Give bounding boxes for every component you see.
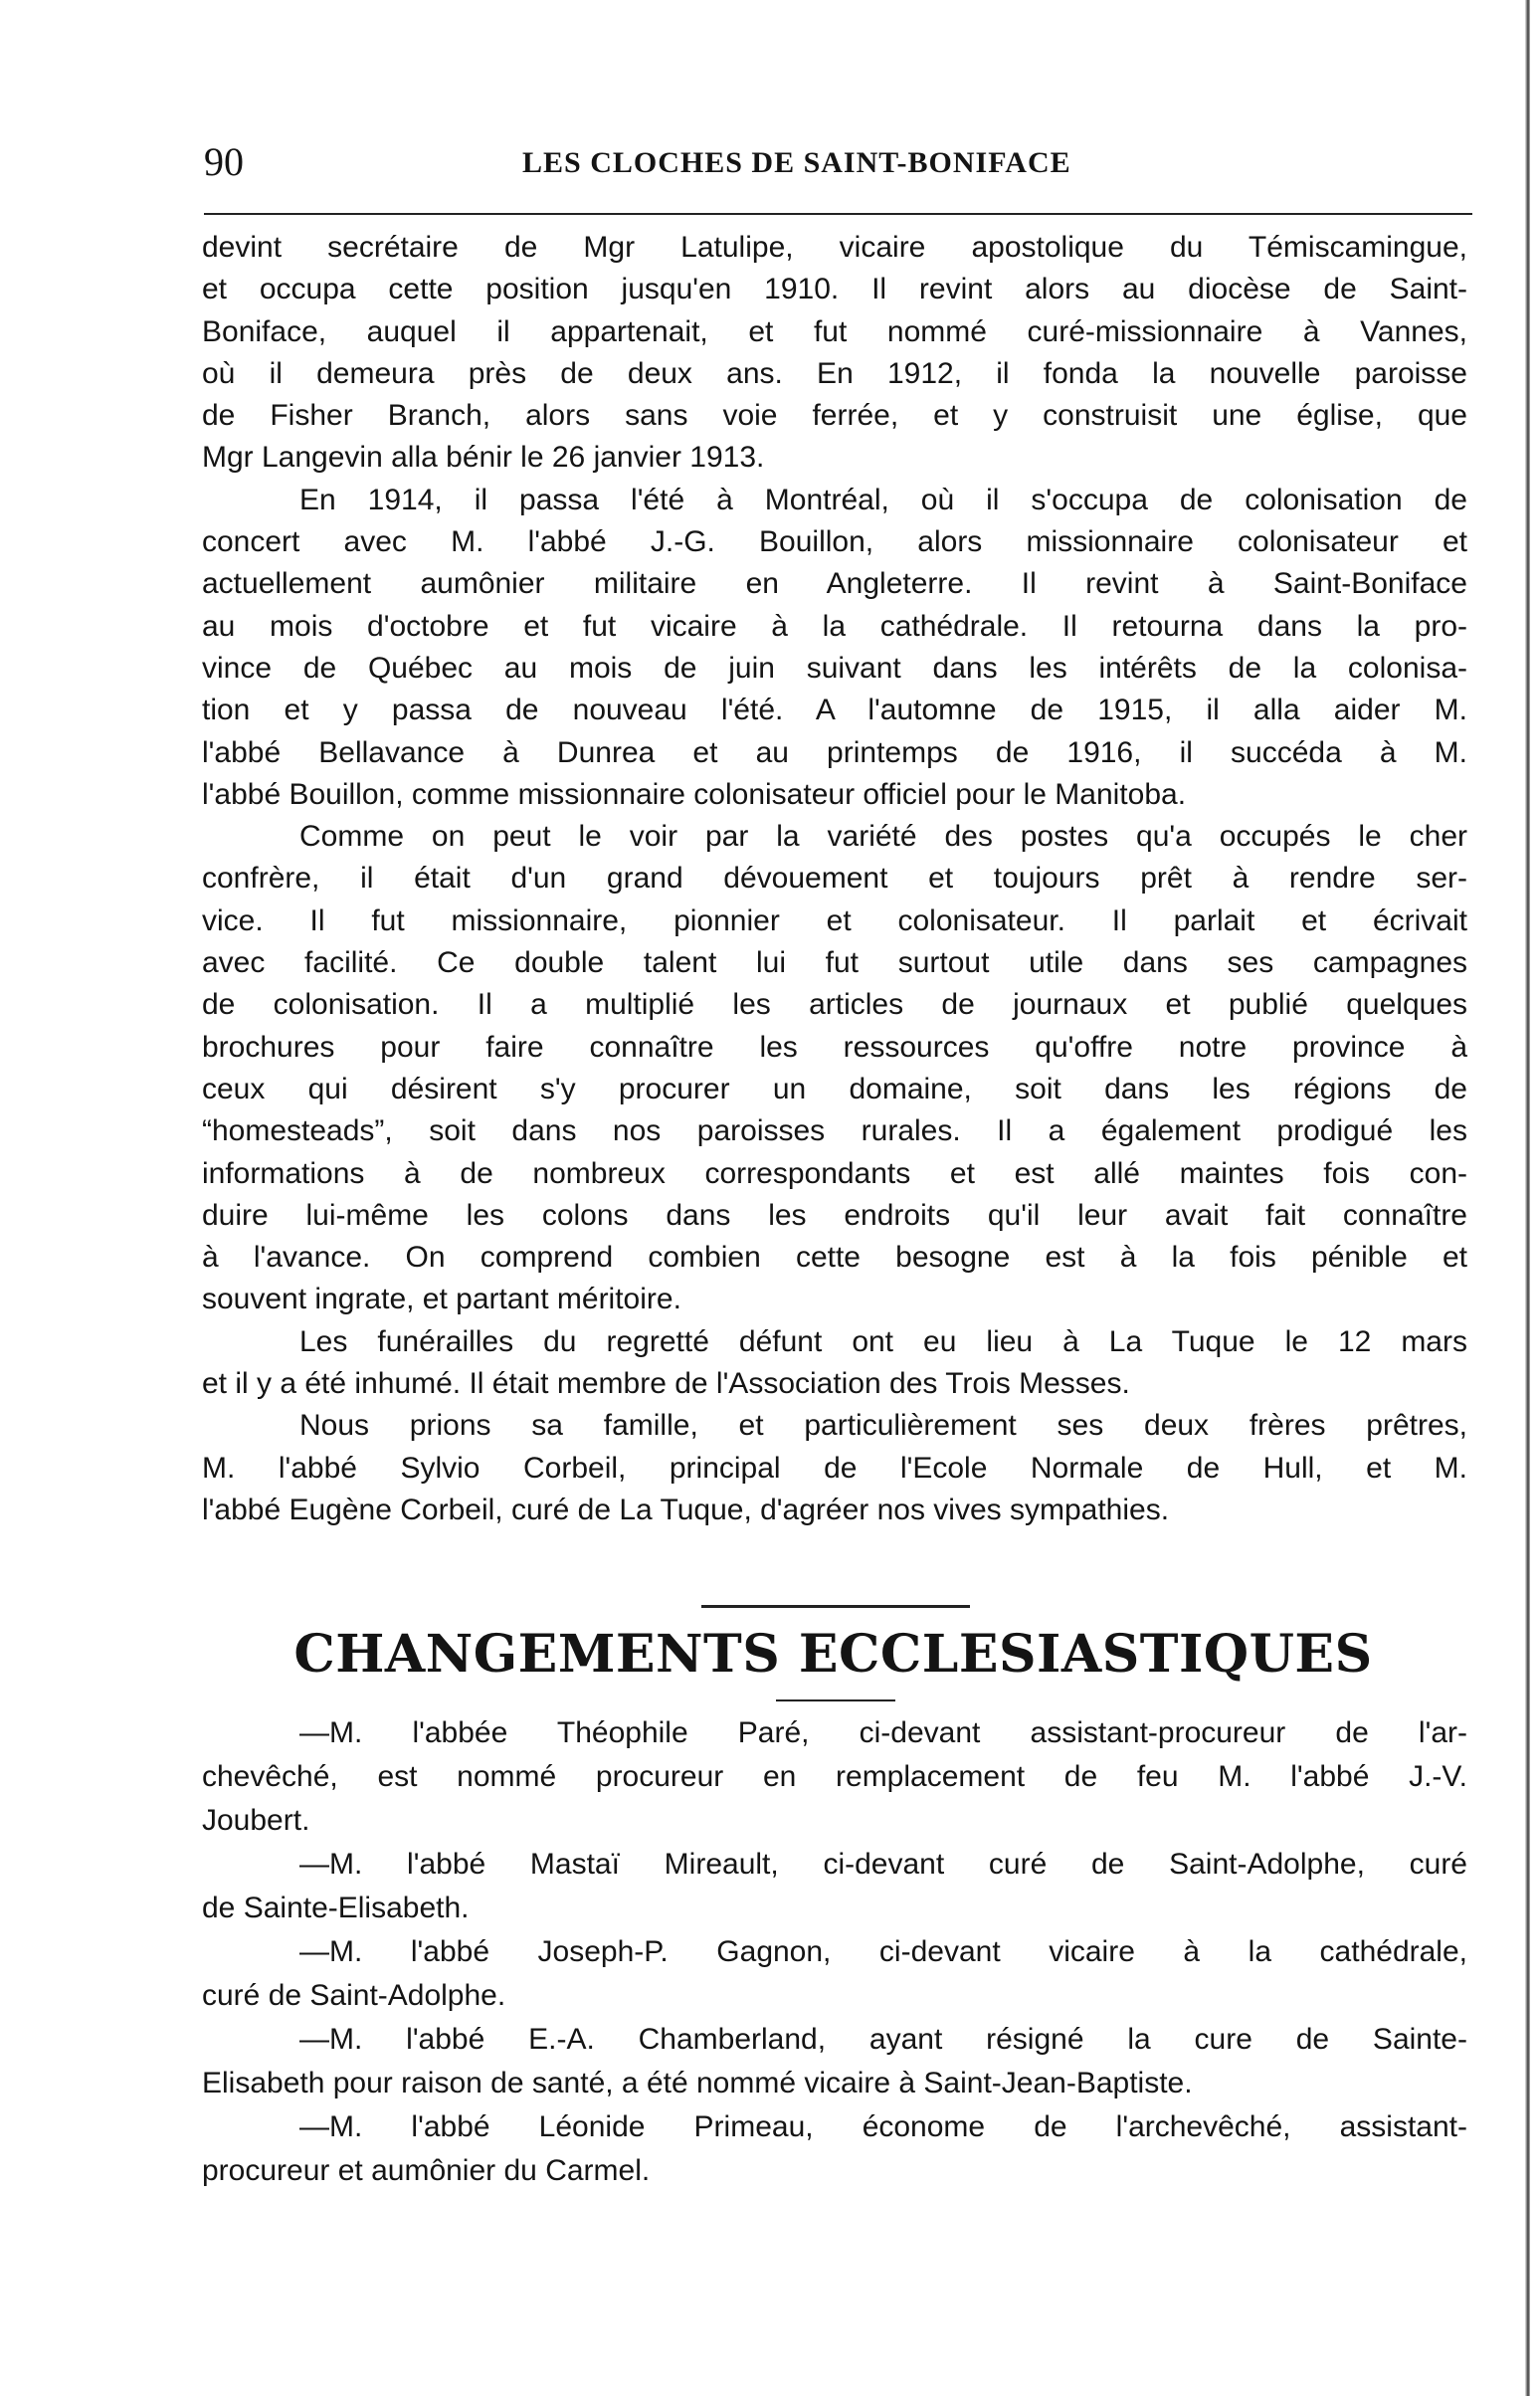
text-line: “homesteads”, soit dans nos paroisses rurales. Il a également prodigué les (202, 1114, 1467, 1148)
text-line: En 1914, il passa l'été à Montréal, où il s'occupa de colonisation de (299, 483, 1467, 516)
text-line: —M. l'abbé Joseph-P. Gagnon, ci-devant vicaire à la cathédrale, (299, 1935, 1467, 1968)
change-item (202, 1843, 1467, 1930)
text-line: et il y a été inhumé. Il était membre de l'Association des Trois Messes. (202, 1367, 1130, 1401)
text-line: confrère, il était d'un grand dévouement et toujours prêt à rendre ser- (202, 862, 1467, 896)
paragraph (202, 816, 1467, 1321)
text-line: Les funérailles du regretté défunt ont eu lieu à La Tuque le 12 mars (299, 1324, 1467, 1358)
text-line: devint secrétaire de Mgr Latulipe, vicaire apostolique du Témiscamingue, (202, 231, 1467, 264)
text-line: M. l'abbé Sylvio Corbeil, principal de l'Ecole Normale de Hull, et M. (202, 1451, 1467, 1485)
text-line: et occupa cette position jusqu'en 1910. Il revint alors au diocèse de Saint- (202, 273, 1467, 306)
text-line: —M. l'abbé Léonide Primeau, économe de l'archevêché, assistant- (299, 2110, 1467, 2143)
section-title: CHANGEMENTS ECCLESIASTIQUES (293, 1624, 1373, 1685)
text-line: concert avec M. l'abbé J.-G. Bouillon, alors missionnaire colonisateur et (202, 525, 1467, 559)
text-line: Nous prions sa famille, et particulièrement ses deux frères prêtres, (299, 1409, 1467, 1443)
obituary-text (202, 227, 1467, 1531)
text-line: —M. l'abbé E.-A. Chamberland, ayant résigné la cure de Sainte- (299, 2023, 1467, 2056)
header-rule (204, 213, 1472, 215)
text-line: l'abbé Eugène Corbeil, curé de La Tuque, d'agréer nos vives sympathies. (202, 1493, 1170, 1526)
text-line: Mgr Langevin alla bénir le 26 janvier 1913. (202, 441, 765, 475)
text-line: —M. l'abbé Mastaï Mireault, ci-devant curé de Saint-Adolphe, curé (299, 1848, 1467, 1881)
text-line: actuellement aumônier militaire en Angleterre. Il revint à Saint-Boniface (202, 567, 1467, 601)
text-line: Comme on peut le voir par la variété des postes qu'a occupés le cher (299, 820, 1467, 854)
text-line: au mois d'octobre et fut vicaire à la cathédrale. Il retourna dans la pro- (202, 609, 1467, 643)
text-line: curé de Saint-Adolphe. (202, 1979, 506, 2012)
text-line: —M. l'abbée Théophile Paré, ci-devant assistant-procureur de l'ar- (299, 1716, 1467, 1749)
text-line: à l'avance. On comprend combien cette besogne est à la fois pénible et (202, 1241, 1467, 1275)
text-line: de Fisher Branch, alors sans voie ferrée, et y construisit une église, que (202, 399, 1467, 433)
text-line: chevêché, est nommé procureur en remplacement de feu M. l'abbé J.-V. (202, 1760, 1467, 1793)
text-line: informations à de nombreux correspondants et est allé maintes fois con- (202, 1156, 1467, 1190)
text-line: Joubert. (202, 1804, 310, 1837)
text-line: de colonisation. Il a multiplié les articles de journaux et publié quelques (202, 988, 1467, 1022)
page-number: 90 (204, 139, 244, 184)
running-head (204, 137, 1472, 187)
section-divider (701, 1605, 970, 1608)
paragraph (202, 480, 1467, 816)
text-line: ceux qui désirent s'y procurer un domaine, soit dans les régions de (202, 1072, 1467, 1105)
text-line: l'abbé Bouillon, comme missionnaire colonisateur officiel pour le Manitoba. (202, 777, 1187, 811)
change-item (202, 2018, 1467, 2105)
text-line: souvent ingrate, et partant méritoire. (202, 1283, 681, 1316)
text-line: vince de Québec au mois de juin suivant dans les intérêts de la colonisa- (202, 651, 1467, 685)
paragraph (202, 227, 1467, 480)
text-line: avec facilité. Ce double talent lui fut surtout utile dans ses campagnes (202, 946, 1467, 980)
text-line: duire lui-même les colons dans les endroits qu'il leur avait fait connaître (202, 1198, 1467, 1232)
text-line: de Sainte-Elisabeth. (202, 1892, 470, 1924)
page-edge-shadow (1525, 0, 1530, 2396)
text-line: procureur et aumônier du Carmel. (202, 2154, 651, 2187)
changes-list (202, 1711, 1467, 2193)
text-line: tion et y passa de nouveau l'été. A l'automne de 1915, il alla aider M. (202, 694, 1467, 727)
change-item (202, 1711, 1467, 1843)
text-line: où il demeura près de deux ans. En 1912, il fonda la nouvelle paroisse (202, 356, 1467, 390)
text-line: brochures pour faire connaître les ressources qu'offre notre province à (202, 1030, 1467, 1064)
paragraph (202, 1321, 1467, 1406)
running-title: LES CLOCHES DE SAINT-BONIFACE (522, 146, 1071, 179)
text-line: Boniface, auquel il appartenait, et fut nommé curé-missionnaire à Vannes, (202, 314, 1467, 348)
title-underline (776, 1699, 895, 1701)
change-item (202, 1930, 1467, 2018)
text-line: vice. Il fut missionnaire, pionnier et colonisateur. Il parlait et écrivait (202, 903, 1467, 937)
paragraph (202, 1405, 1467, 1531)
change-item (202, 2105, 1467, 2193)
text-line: l'abbé Bellavance à Dunrea et au printemps de 1916, il succéda à M. (202, 735, 1467, 769)
text-line: Elisabeth pour raison de santé, a été nommé vicaire à Saint-Jean-Baptiste. (202, 2067, 1193, 2099)
